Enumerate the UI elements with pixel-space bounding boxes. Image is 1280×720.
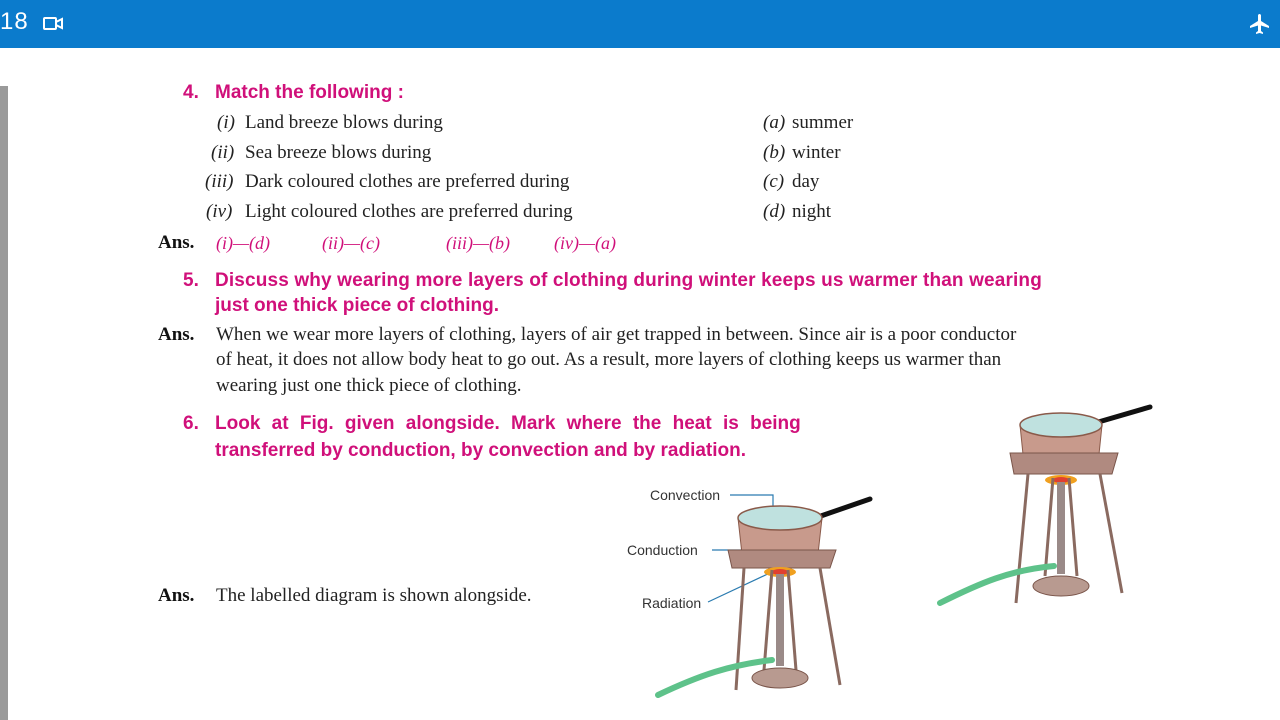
q4-left-roman: (iv) bbox=[206, 201, 233, 222]
q4-answer: (i)—(d) bbox=[216, 233, 270, 253]
q5-answer-line: When we wear more layers of clothing, layers of air get trapped in between. Since air is a poor conductor bbox=[216, 324, 1017, 345]
q5-question-line: Discuss why wearing more layers of clothing during winter keeps us warmer than wearing bbox=[215, 270, 1042, 291]
video-camera-icon bbox=[43, 16, 63, 32]
q4-answer: (iv)—(a) bbox=[554, 233, 616, 253]
q5-answer-line: of heat, it does not allow body heat to go out. As a result, more layers of clothing keeps us warmer than bbox=[216, 349, 1002, 370]
q6-number: 6. bbox=[183, 413, 199, 434]
q4-left-roman: (iii) bbox=[205, 171, 234, 192]
q4-right-text: summer bbox=[792, 112, 854, 133]
labelled-stove-illustration bbox=[640, 480, 890, 710]
q4-right-letter: (d) bbox=[763, 201, 786, 222]
q5-ans-label: Ans. bbox=[158, 324, 195, 345]
q4-right-text: day bbox=[792, 171, 820, 192]
q4-left-text: Sea breeze blows during bbox=[245, 142, 432, 163]
q4-right-letter: (c) bbox=[763, 171, 785, 192]
label-conduction: Conduction bbox=[627, 542, 698, 558]
q4-number: 4. bbox=[183, 82, 199, 103]
q4-answer: (ii)—(c) bbox=[322, 233, 380, 253]
q4-title: Match the following : bbox=[215, 82, 404, 103]
q5-answer-line: wearing just one thick piece of clothing. bbox=[216, 375, 522, 396]
q4-answer: (iii)—(b) bbox=[446, 233, 510, 253]
status-bar bbox=[0, 0, 1280, 48]
q4-right-text: night bbox=[792, 201, 832, 222]
label-radiation: Radiation bbox=[642, 595, 702, 611]
q4-left-text: Land breeze blows during bbox=[245, 112, 443, 133]
q4-right-letter: (a) bbox=[763, 112, 786, 133]
q4-right-letter: (b) bbox=[763, 142, 786, 163]
q5-number: 5. bbox=[183, 270, 199, 291]
airplane-mode-icon bbox=[1248, 12, 1272, 36]
label-convection: Convection bbox=[650, 487, 721, 503]
page-edge bbox=[0, 86, 8, 720]
q4-left-roman: (ii) bbox=[211, 142, 235, 163]
q4-ans-label: Ans. bbox=[158, 232, 195, 253]
q6-ans-label: Ans. bbox=[158, 585, 195, 606]
q4-left-text: Light coloured clothes are preferred during bbox=[245, 201, 573, 222]
q4-right-text: winter bbox=[792, 142, 841, 163]
q4-left-text: Dark coloured clothes are preferred during bbox=[245, 171, 570, 192]
unlabelled-stove-illustration bbox=[930, 398, 1170, 618]
q4-left-roman: (i) bbox=[217, 112, 235, 133]
q6-question-line: Look at Fig. given alongside. Mark where the heat is being bbox=[215, 413, 801, 434]
status-time: 18 bbox=[0, 8, 29, 35]
q6-question-line: transferred by conduction, by convection and by radiation. bbox=[215, 440, 747, 461]
q5-question-line: just one thick piece of clothing. bbox=[215, 295, 499, 316]
q6-answer-text: The labelled diagram is shown alongside. bbox=[216, 585, 532, 606]
